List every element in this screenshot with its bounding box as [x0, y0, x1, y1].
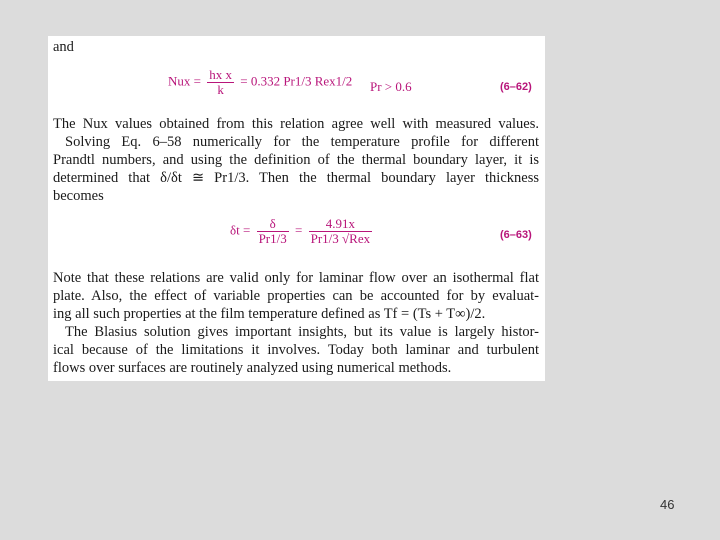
equation-number: (6–62) [500, 81, 532, 93]
text-line: The Nux values obtained from this relation agree well with measured values. [53, 116, 539, 132]
text-line: flows over surfaces are routinely analyzed using numerical methods. [53, 360, 452, 376]
equation-fraction [207, 68, 234, 97]
text-line: The Blasius solution gives important insights, but its value is largely histor- [65, 324, 539, 340]
fraction-denominator: Pr1/3 √Rex [310, 231, 371, 246]
equation-condition: Pr > 0.6 [370, 79, 412, 94]
text-line: determined that δ/δt ≅ Pr1/3. Then the thermal boundary layer thickness [53, 170, 539, 186]
fraction-numerator: hx x [209, 67, 232, 82]
equation-lhs: Nux = [168, 73, 201, 89]
text-line: becomes [53, 188, 104, 204]
text-line: ing all such properties at the film temperature defined as Tf = (Ts + T∞)/2. [53, 306, 486, 322]
text-line: and [53, 39, 74, 55]
fraction-numerator: 4.91x [309, 217, 373, 232]
text-line: ical because of the limitations it involves. Today both laminar and turbulent [53, 342, 539, 358]
text-line: Note that these relations are valid only for laminar flow over an isothermal flat [53, 270, 539, 286]
fraction-denominator: Pr1/3 [258, 231, 287, 246]
equation-equals: = [295, 222, 303, 238]
equation-number: (6–63) [500, 229, 532, 241]
slide-number: 46 [660, 497, 675, 512]
fraction-numerator: δ [257, 217, 289, 232]
equation-6-63 [230, 217, 375, 246]
text-line: Prandtl numbers, and using the definition of the thermal boundary layer, it is [53, 152, 539, 168]
equation-rhs: = 0.332 Pr1/3 Rex1/2 [240, 73, 353, 89]
text-line: Solving Eq. 6–58 numerically for the temperature profile for different [65, 134, 539, 150]
fraction-denominator: k [217, 82, 224, 97]
equation-fraction [309, 217, 373, 246]
textbook-page-image [48, 36, 545, 381]
text-line: plate. Also, the effect of variable properties can be accounted for by evaluat- [53, 288, 539, 304]
equation-6-62 [168, 68, 352, 97]
equation-lhs: δt = [230, 222, 251, 238]
equation-fraction [257, 217, 289, 246]
